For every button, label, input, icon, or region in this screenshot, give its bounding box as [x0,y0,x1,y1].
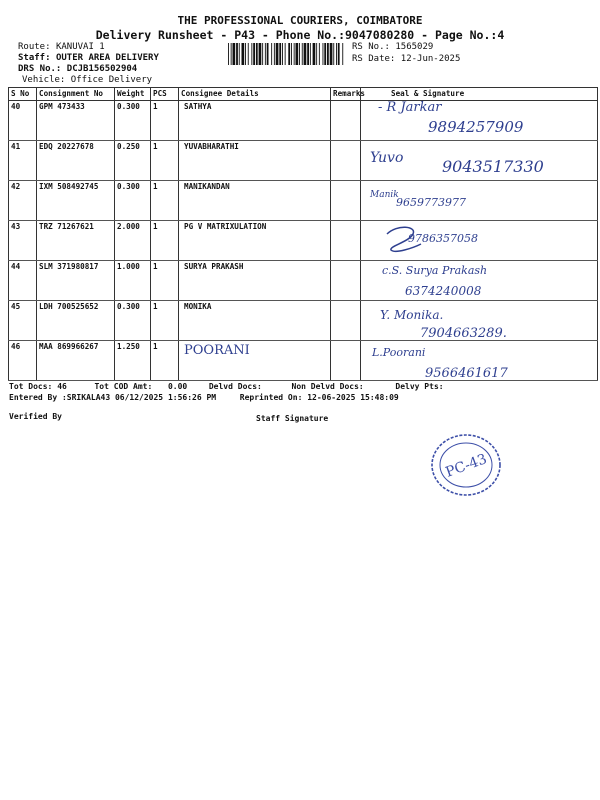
non-delvd-docs-label: Non Delvd Docs: [291,382,364,391]
cell-remarks [331,141,361,181]
barcode-bar [267,43,269,65]
staff-label: Staff: [18,53,51,63]
consignee-name: YUVABHARATHI [184,142,239,151]
cell-remarks [331,101,361,141]
vehicle-value: Office Delivery [70,75,153,85]
barcode-bar [271,43,272,65]
cell-sno: 40 [9,101,37,141]
barcode-bar [302,43,303,65]
barcode-bar [276,43,279,65]
table-header-row [9,88,598,101]
totals-line [9,382,444,391]
cell-consignment: LDH 700525652 [37,301,115,341]
consignee-name: SATHYA [184,102,212,111]
vehicle-label: Vehicle: [22,75,66,85]
cell-sno: 44 [9,261,37,301]
col-remarks: Remarks [331,88,361,101]
phone-row-43: 9786357058 [408,232,478,245]
cell-pcs: 1 [151,181,179,221]
barcode-bar [310,43,311,65]
signature-row-46: L.Poorani [372,346,426,359]
entered-line [9,393,399,402]
barcode-bar [239,43,240,65]
barcode-bar [333,43,334,65]
barcode-bar [291,43,292,65]
runsheet-title: Delivery Runsheet - P43 - Phone No.:9047080280 - Page No.:4 [95,28,505,42]
barcode-bar [231,43,232,65]
cell-remarks [331,261,361,301]
barcode-bar [323,43,324,65]
col-consignment: Consignment No [37,88,115,101]
reprinted-label: Reprinted On: [239,393,303,402]
barcode-bar [262,43,263,65]
company-name: THE PROFESSIONAL COURIERS, COIMBATORE [177,14,423,27]
route-value: KANUVAI 1 [55,42,105,52]
cell-sno: 43 [9,221,37,261]
drs-value: DCJB156502904 [66,64,138,74]
cell-pcs: 1 [151,261,179,301]
cell-weight: 0.250 [115,141,151,181]
rs-no-value: 1565029 [395,42,434,52]
reprinted-value: 12-06-2025 15:48:09 [307,393,399,402]
cell-weight: 0.300 [115,301,151,341]
tot-cod-label: Tot COD Amt: [94,382,153,391]
drs-line [18,64,137,74]
cell-consignee [179,101,331,141]
stamp-text: PC-43 [443,451,490,481]
tot-docs-label: Tot Docs: [9,382,53,391]
cell-sno: 42 [9,181,37,221]
cell-consignment: SLM 371980817 [37,261,115,301]
handwritten-name-row-46: POORANI [184,343,250,358]
barcode-bar [245,43,246,65]
cell-weight: 1.250 [115,341,151,381]
col-sno: S No [9,88,37,101]
barcode-image [228,43,343,65]
barcode-bar [294,43,295,65]
cell-remarks [331,221,361,261]
staff-value: OUTER AREA DELIVERY [55,53,159,63]
col-pcs: PCS [151,88,179,101]
barcode-bar [338,43,340,65]
cell-sno: 41 [9,141,37,181]
phone-row-41: 9043517330 [442,157,544,176]
cell-consignee [179,301,331,341]
verified-by: Verified By [9,412,62,421]
barcode-bar [285,43,286,65]
signature-row-42: Manik [370,190,399,200]
phone-row-45: 7904663289. [420,326,507,341]
signature-row-41: Yuvo [370,150,404,166]
cell-pcs: 1 [151,301,179,341]
barcode-bar [324,43,326,65]
rs-date-label: RS Date: [352,54,396,64]
vehicle-line [22,75,152,85]
rs-no-label: RS No.: [352,42,390,52]
barcode-bar [330,43,333,65]
consignee-name: PG V MATRIXULATION [184,222,267,231]
barcode-bar [274,43,275,65]
rs-no-line [352,42,433,52]
route-line [18,42,105,52]
barcode-bar [299,43,300,65]
cell-sno: 46 [9,341,37,381]
route-label: Route: [18,42,51,52]
barcode-bar [319,43,320,65]
rs-date-value: 12-Jun-2025 [400,54,461,64]
cell-consignee [179,221,331,261]
barcode-bar [342,43,343,65]
consignee-name: SURYA PRAKASH [184,262,244,271]
barcode-bar [336,43,337,65]
barcode-bar [304,43,307,65]
cell-weight: 0.300 [115,181,151,221]
barcode-bar [242,43,245,65]
cell-pcs: 1 [151,101,179,141]
drs-label: DRS No.: [18,64,62,74]
staff-signature: Staff Signature [256,414,329,423]
barcode-bar [248,43,249,65]
cell-sno: 45 [9,301,37,341]
barcode-bar [307,43,309,65]
barcode-bar [279,43,281,65]
barcode-bar [265,43,266,65]
cell-consignment: MAA 869966267 [37,341,115,381]
cell-consignment: GPM 473433 [37,101,115,141]
cell-consignee [179,181,331,221]
tot-docs-value: 46 [57,382,67,391]
cell-weight: 2.000 [115,221,151,261]
signature-row-44: c.S. Surya Prakash [382,264,488,277]
col-weight: Weight [115,88,151,101]
consignee-name: MONIKA [184,302,212,311]
tot-cod-value: 0.00 [167,382,188,391]
delvd-docs-label: Delvd Docs: [208,382,262,391]
cell-consignment: EDQ 20227678 [37,141,115,181]
cell-weight: 1.000 [115,261,151,301]
signature-row-40: - R Jarkar [378,100,442,115]
staff-line [18,53,159,63]
cell-consignee [179,141,331,181]
barcode-bar [296,43,299,65]
table-row [9,301,598,341]
office-stamp [425,430,507,500]
cell-consignee [179,261,331,301]
barcode-bar [282,43,283,65]
barcode-bar [288,43,290,65]
col-consignee: Consignee Details [179,88,331,101]
phone-row-40: 9894257909 [428,118,524,136]
cell-consignment: TRZ 71267621 [37,221,115,261]
delvy-pts-label: Delvy Pts: [395,382,444,391]
cell-pcs: 1 [151,221,179,261]
entered-by-label: Entered By : [9,393,67,402]
rs-date-line [352,54,460,64]
cell-pcs: 1 [151,141,179,181]
barcode-bar [327,43,329,65]
cell-remarks [331,341,361,381]
cell-remarks [331,181,361,221]
barcode-bar [233,43,236,65]
barcode-bar [316,43,317,65]
table-row [9,221,598,261]
col-seal: Seal & Signature [361,88,598,101]
consignee-name: MANIKANDAN [184,182,230,191]
cell-consignment: IXM 508492745 [37,181,115,221]
barcode-bar [228,43,229,65]
table-row [9,181,598,221]
barcode-bar [256,43,258,65]
phone-row-46: 9566461617 [425,366,508,381]
table-row [9,341,598,381]
cell-remarks [331,301,361,341]
barcode-bar [313,43,316,65]
barcode-bar [253,43,255,65]
phone-row-42: 9659773977 [396,196,466,209]
entered-by-value: SRIKALA43 06/12/2025 1:56:26 PM [66,393,217,402]
barcode-bar [251,43,252,65]
barcode-bar [236,43,238,65]
cell-weight: 0.300 [115,101,151,141]
cell-pcs: 1 [151,341,179,381]
phone-row-44: 6374240008 [405,284,482,298]
table-row [9,261,598,301]
signature-row-45: Y. Monika. [380,308,444,322]
barcode-bar [259,43,262,65]
